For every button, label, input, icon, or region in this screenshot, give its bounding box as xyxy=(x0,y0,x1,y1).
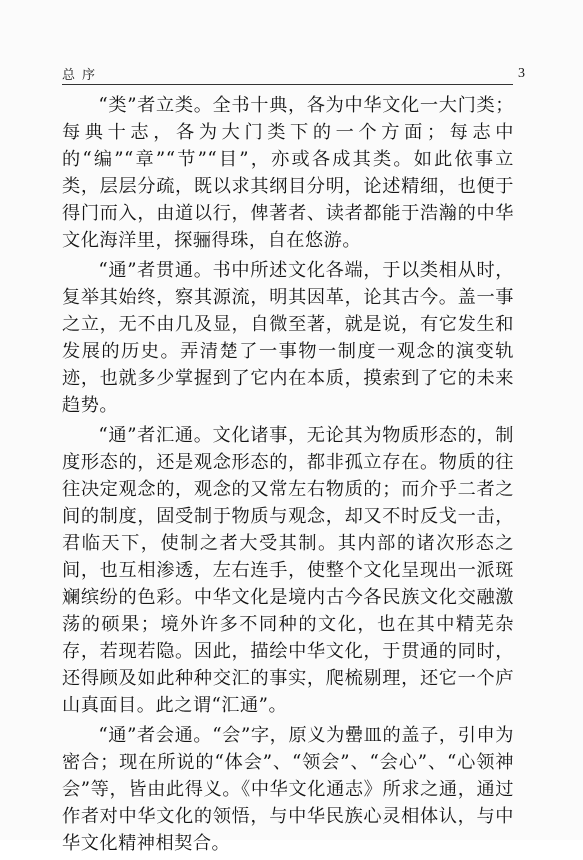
paragraph-comprehension: “通”者会通。“会”字，原义为罍皿的盖子，引申为密合；现在所说的“体会”、“领会”、“会心”、“心领神会”等，皆由此得义。《中华文化通志》所求之通，通过作者对中华文化的领悟，与中华民族心灵相体认，与中华文化精神相契合。 xyxy=(62,725,514,854)
header-rule xyxy=(62,84,513,85)
page-number: 3 xyxy=(518,66,525,81)
paragraph-classification: “类”者立类。全书十典，各为中华文化一大门类；每典十志，各为大门类下的一个方面；每志中的“编”“章”“节”“目”，亦或各成其类。如此依事立类，层层分疏，既以求其纲目分明，论述精细，也便于得门而入，由道以行，俾著者、读者都能于浩瀚的中华文化海洋里，探骊得珠，自在悠游。 xyxy=(62,95,514,251)
running-header xyxy=(62,64,525,86)
paragraph-continuity: “通”者贯通。书中所述文化各端，于以类相从时，复举其始终，察其源流，明其因革，论其古今。盖一事之立，无不由几及显，自微至著，就是说，有它发生和发展的历史。弄清楚了一事物一制度一观念的演变轨迹，也就多少掌握到了它内在本质，摸索到了它的未来趋势。 xyxy=(62,260,514,416)
body-text xyxy=(62,92,514,860)
section-title: 总序 xyxy=(62,68,103,83)
paragraph-convergence: “通”者汇通。文化诸事，无论其为物质形态的，制度形态的，还是观念形态的，都非孤立存在。物质的往往决定观念的，观念的又常左右物质的；而介乎二者之间的制度，固受制于物质与观念，却又不时反戈一击，君临天下，使制之者大受其制。其内部的诸次形态之间，也互相渗透，左右连手，使整个文化呈现出一派斑斓缤纷的色彩。中华文化是境内古今各民族文化交融激荡的硕果；境外许多不同种的文化，也在其中精芜杂存，若现若隐。因此，描绘中华文化，于贯通的同时，还得顾及如此种种交汇的事实，爬梳剔理，还它一个庐山真面目。此之谓“汇通”。 xyxy=(62,425,514,716)
